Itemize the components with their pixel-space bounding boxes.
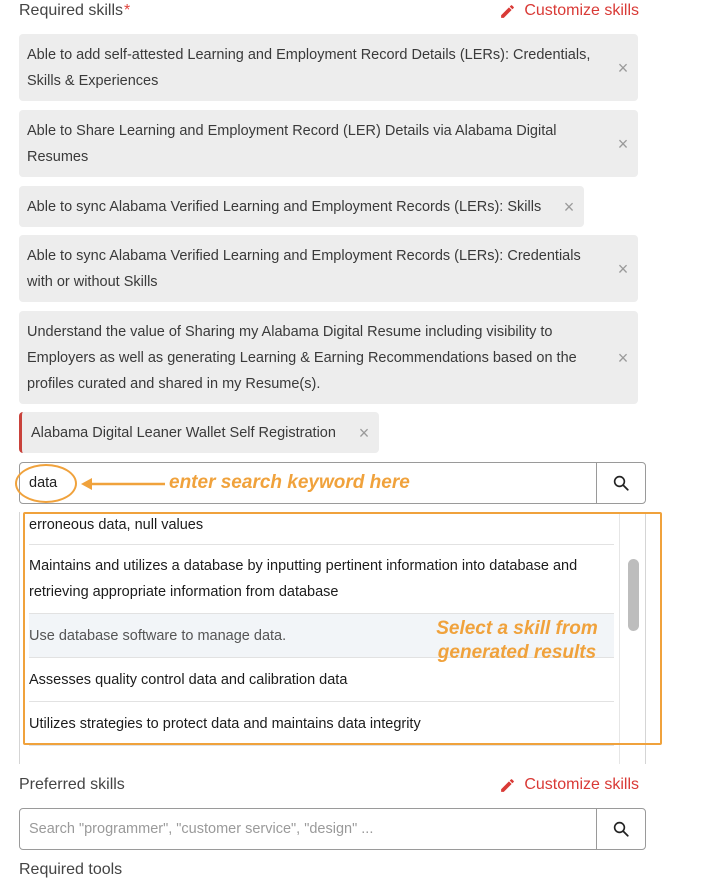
result-item-highlighted[interactable]: Use database software to manage data. bbox=[29, 614, 614, 658]
preferred-skills-search-input[interactable] bbox=[20, 809, 596, 849]
results-scrollbar[interactable] bbox=[619, 512, 645, 764]
remove-chip-icon[interactable]: × bbox=[358, 422, 370, 443]
pencil-icon bbox=[499, 777, 516, 794]
skill-chip bbox=[19, 34, 638, 101]
skill-chip bbox=[19, 235, 638, 302]
required-skills-label: Required skills* bbox=[19, 2, 131, 19]
remove-chip-icon[interactable]: × bbox=[617, 347, 629, 368]
select-hint-annotation bbox=[432, 617, 602, 665]
search-hint-annotation: enter search keyword here bbox=[169, 472, 410, 493]
skill-chip-label: Able to Share Learning and Employment Record (LER) Details via Alabama Digital Resumes bbox=[27, 122, 557, 165]
skill-chip-label: Able to sync Alabama Verified Learning and Employment Records (LERs): Skills bbox=[27, 198, 542, 215]
skill-chip-label: Understand the value of Sharing my Alabama Digital Resume including visibility to Employers as well as generating Learning & Earning Recommendations based on the profiles curated and shared in my Resume(s). bbox=[27, 323, 577, 392]
remove-chip-icon[interactable]: × bbox=[617, 57, 629, 78]
required-skills-header bbox=[19, 1, 639, 21]
skill-chip-label: Able to add self-attested Learning and Employment Record Details (LERs): Credentials, Skills & Experiences bbox=[27, 46, 591, 89]
result-item[interactable]: erroneous data, null values bbox=[29, 512, 614, 545]
skill-chip bbox=[19, 311, 638, 404]
skill-chip bbox=[19, 110, 638, 177]
arrow-left-icon bbox=[81, 476, 166, 492]
search-button[interactable] bbox=[596, 463, 645, 503]
remove-chip-icon[interactable]: × bbox=[563, 196, 575, 217]
skill-chip bbox=[19, 412, 379, 453]
select-hint-line: generated results bbox=[437, 642, 597, 663]
result-item[interactable]: Assesses quality control data and calibration data bbox=[29, 658, 614, 702]
customize-label: Customize skills bbox=[524, 2, 639, 19]
search-icon bbox=[612, 474, 630, 492]
customize-required-skills-button[interactable] bbox=[499, 2, 639, 20]
pencil-icon bbox=[499, 3, 516, 20]
preferred-skills-header bbox=[19, 775, 639, 795]
skill-chip-label: Able to sync Alabama Verified Learning and Employment Records (LERs): Credentials with or without Skills bbox=[27, 247, 581, 290]
customize-preferred-skills-button[interactable] bbox=[499, 776, 639, 794]
preferred-skills-search bbox=[19, 808, 646, 850]
remove-chip-icon[interactable]: × bbox=[617, 258, 629, 279]
result-item[interactable]: Maintains and utilizes a database by inputting pertinent information into database and retrieving appropriate information from database bbox=[29, 553, 614, 614]
required-asterisk: * bbox=[124, 2, 131, 19]
scrollbar-thumb[interactable] bbox=[628, 559, 639, 631]
preferred-skills-label: Preferred skills bbox=[19, 776, 125, 793]
remove-chip-icon[interactable]: × bbox=[617, 133, 629, 154]
customize-label: Customize skills bbox=[524, 776, 639, 793]
search-icon bbox=[612, 820, 630, 838]
required-tools-label: Required tools bbox=[19, 861, 123, 878]
search-button[interactable] bbox=[596, 809, 645, 849]
result-item[interactable]: Utilizes strategies to protect data and maintains data integrity bbox=[29, 702, 614, 746]
skill-chip-label: Alabama Digital Leaner Wallet Self Registration bbox=[31, 424, 336, 441]
skill-chip bbox=[19, 186, 584, 227]
select-hint-line: Select a skill from bbox=[436, 618, 598, 639]
